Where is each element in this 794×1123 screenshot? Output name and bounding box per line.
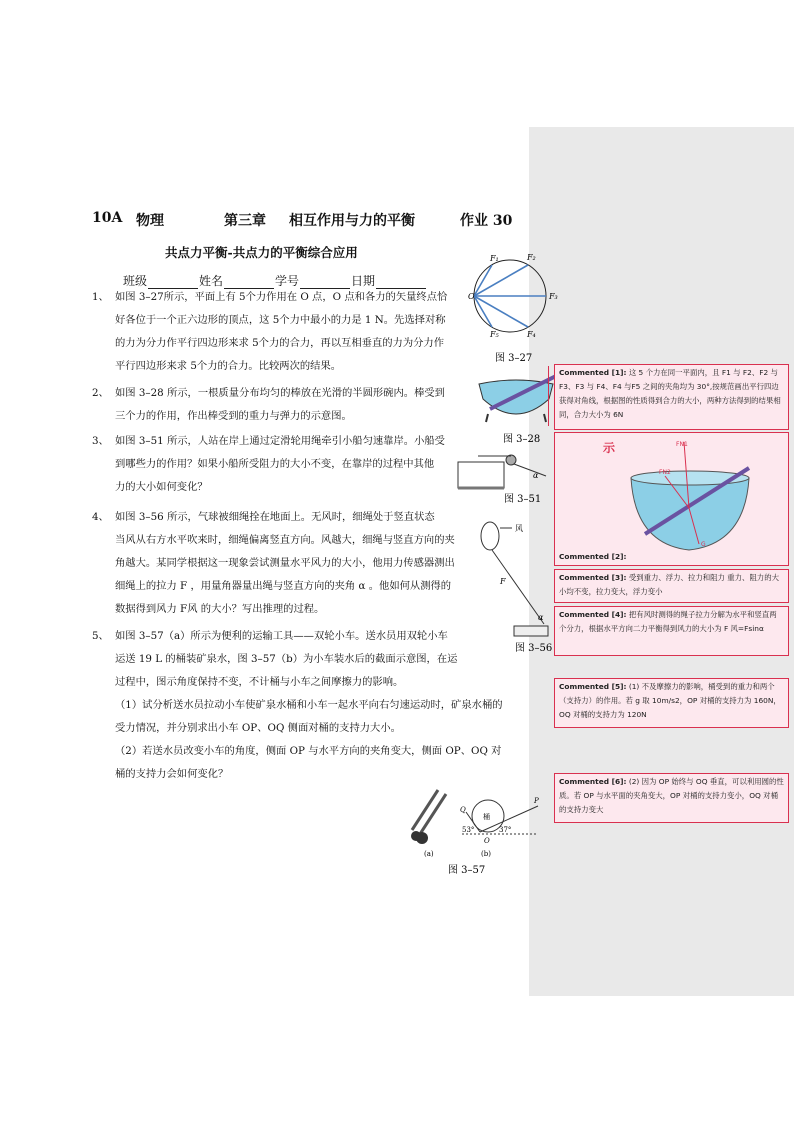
fig56-wind: 风 (515, 524, 523, 533)
comment-1-text: 这 5 个力在同一平面内，且 F1 与 F2、F2 与 F3、F3 与 F4、F4 与F5 之间的夹角均为 30°,按规范画出平行四边获得对角线，根据图的性质得到合力的大小，两种方法得到的结果相同，合力大小为 6N (559, 368, 781, 419)
question-line: 过程中，图示角度保持不变，不计桶与小车之间摩擦力的影响。 (115, 676, 404, 688)
grade: 10A (92, 210, 123, 226)
figure-3-28 (476, 374, 558, 446)
comment-3-tag: Commented [3]: (559, 573, 627, 582)
fig57-o: O (484, 837, 490, 845)
comment-1-tag: Commented [1]: (559, 368, 627, 377)
fig56-alpha: α (538, 613, 544, 622)
comment-4[interactable] (554, 606, 789, 656)
fig57-b: (b) (481, 850, 491, 858)
fig57-caption: 图 3–57 (448, 865, 486, 876)
fig57-angle-37: 37° (499, 826, 512, 834)
class-label: 班级 (123, 274, 148, 288)
fig27-f3: F₃ (549, 292, 558, 301)
name-label: 姓名 (199, 274, 224, 288)
question-line: 到哪些力的作用？如果小船所受阻力的大小不变，在靠岸的过程中其他 (115, 458, 435, 470)
figure-3-57 (400, 786, 550, 878)
fig56-caption: 图 3–56 (515, 643, 553, 654)
fig57-a: (a) (424, 850, 434, 858)
question-line: 如图 3–27所示，平面上有 5个力作用在 O 点，O 点和各力的矢量终点恰 (115, 291, 448, 303)
question-line: 如图 3–57（a）所示为便利的运输工具——双轮小车。送水员用双轮小车 (115, 630, 448, 642)
comment-6-text: (2) 因为 OP 始终与 OQ 垂直，可以利用圆的性质。若 OP 与水平面的夹角变大，OP 对桶的支持力变小，OQ 对桶的支持力变大 (559, 777, 784, 814)
fig57-angle-53: 53° (462, 826, 475, 834)
figure-3-27 (470, 248, 570, 364)
comment-connector (548, 366, 549, 426)
question-line: 的力为分力作平行四边形来求 5个力的合力，再以互相垂直的力为分力作 (115, 337, 445, 349)
comment-3[interactable] (554, 569, 789, 603)
comment-6-tag: Commented [6]: (559, 777, 627, 786)
document-title (92, 210, 522, 228)
question-line: （1）试分析送水员拉动小车使矿泉水桶和小车一起水平向右匀速运动时，矿泉水桶的 (115, 699, 503, 711)
comment-2[interactable] (554, 432, 789, 566)
chapter-title: 相互作用与力的平衡 (289, 213, 415, 229)
fig27-o: O (468, 292, 475, 301)
fig57-q: Q (460, 806, 466, 814)
fig56-f: F (500, 577, 506, 586)
figure-3-51 (456, 446, 548, 508)
comment-2-label-g: G (701, 541, 706, 548)
question-number: 3、 (92, 435, 109, 447)
question-number: 5、 (92, 630, 109, 642)
question-line: 三个力的作用，作出棒受到的重力与弹力的示意图。 (115, 410, 352, 422)
fig51-caption: 图 3–51 (504, 494, 542, 505)
question-line: 如图 3–51 所示，人站在岸上通过定滑轮用绳牵引小船匀速靠岸。小船受 (115, 435, 445, 447)
subject: 物理 (136, 213, 164, 229)
comment-4-tag: Commented [4]: (559, 610, 627, 619)
comment-5-tag: Commented [5]: (559, 682, 627, 691)
comment-6[interactable] (554, 773, 789, 823)
question-line: 数据得到风力 F风 的大小？写出推理的过程。 (115, 603, 325, 615)
page-subtitle: 共点力平衡-共点力的平衡综合应用 (165, 245, 358, 260)
question-line: 受力情况，并分别求出小车 OP、OQ 侧面对桶的支持力大小。 (115, 722, 401, 734)
homework-number: 作业 30 (460, 213, 513, 229)
comment-1[interactable] (554, 364, 789, 430)
question-line: 运送 19 L 的桶装矿泉水，图 3–57（b）为小车装水后的截面示意图，在运 (115, 653, 458, 665)
fig51-alpha: α (533, 471, 539, 480)
fig27-f2: F₂ (527, 253, 536, 262)
comment-2-label-fn2: FN2 (659, 469, 671, 476)
comment-4-text: 把有风时测得的绳子拉力分解为水平和竖直两个分力，根据水平方向二力平衡得到风力的大小为 F 风=Fsinα (559, 610, 777, 633)
comment-2-label-fn1: FN1 (676, 441, 688, 448)
fig57-p: P (534, 797, 539, 805)
comment-5[interactable] (554, 678, 789, 728)
chapter: 第三章 (224, 213, 266, 229)
question-line: 当风从右方水平吹来时，细绳偏离竖直方向。风越大，细绳与竖直方向的夹 (115, 534, 455, 546)
question-line: （2）若送水员改变小车的角度，侧面 OP 与水平方向的夹角变大，侧面 OP、OQ 对 (115, 745, 502, 757)
comment-3-text: 受到重力、浮力、拉力和阻力 重力、阻力的大小均不变，拉力变大，浮力变小 (559, 573, 779, 596)
question-line: 平行四边形来求 5个力的合力。比较两次的结果。 (115, 360, 342, 372)
question-number: 4、 (92, 511, 109, 523)
question-line: 角越大。某同学根据这一现象尝试测量水平风力的大小，他用力传感器测出 (115, 557, 455, 569)
fig27-caption: 图 3–27 (495, 353, 533, 364)
comment-2-figure (559, 434, 784, 550)
fig27-f1: F₁ (490, 254, 499, 263)
question-line: 好各位于一个正六边形的顶点，这 5个力中最小的力是 1 N。先选择对称 (115, 314, 446, 326)
id-label: 学号 (275, 274, 300, 288)
question-line: 桶的支持力会如何变化？ (115, 768, 229, 780)
fig27-f4: F₄ (527, 330, 536, 339)
question-line: 细绳上的拉力 F ，用量角器量出绳与竖直方向的夹角 α 。他如何从测得的 (115, 580, 452, 592)
question-line: 如图 3–56 所示，气球被细绳拴在地面上。无风时，细绳处于竖直状态 (115, 511, 435, 523)
figure-3-56 (478, 514, 553, 654)
comment-5-text: (1) 不及摩擦力的影响，桶受到的重力和两个（支持力）的作用。若 g 取 10m/s2，OP 对桶的支持力为 160N，OQ 对桶的支持力为 120N (559, 682, 781, 719)
question-number: 1、 (92, 291, 109, 303)
fig57-bucket: 桶 (483, 813, 490, 821)
comment-2-tag: Commented [2]: (559, 552, 627, 561)
date-label: 日期 (351, 274, 376, 288)
comment-2-label-shi: 示 (603, 441, 616, 455)
fig28-caption: 图 3–28 (503, 434, 541, 445)
fig27-f5: F₅ (490, 330, 499, 339)
question-number: 2、 (92, 387, 109, 399)
question-line: 如图 3–28 所示，一根质量分布均匀的棒放在光滑的半圆形碗内。棒受到 (115, 387, 445, 399)
question-line: 力的大小如何变化？ (115, 481, 208, 493)
